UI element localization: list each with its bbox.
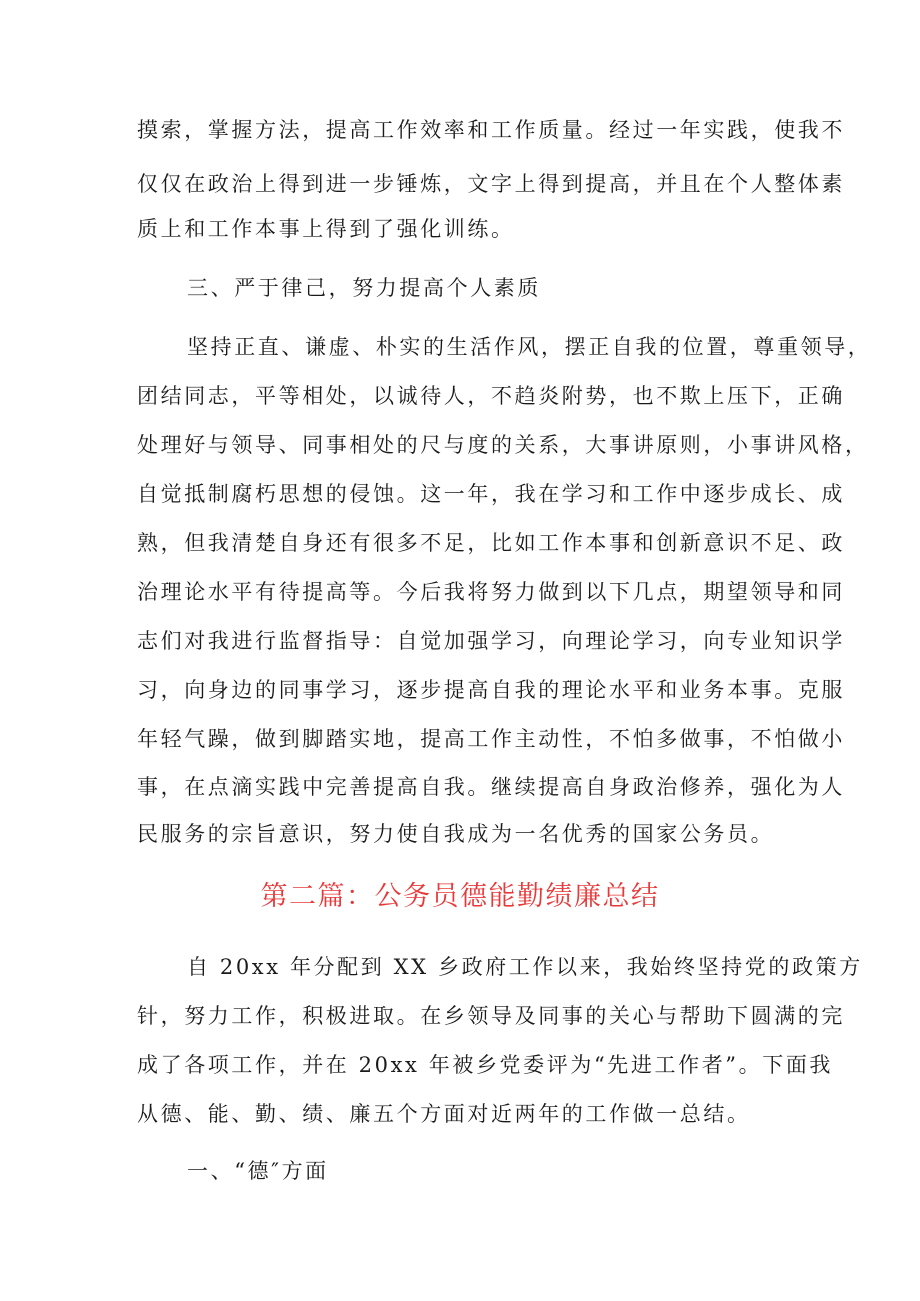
paragraph-line: 成了各项工作，并在 20xx 年被乡党委评为“先进工作者”。下面我 bbox=[137, 1053, 834, 1077]
paragraph-line: 事，在点滴实践中完善提高自我。继续提高自身政治修养，强化为人 bbox=[137, 775, 845, 799]
paragraph-line: 处理好与领导、同事相处的尺与度的关系，大事讲原则，小事讲风格， bbox=[137, 433, 869, 457]
paragraph-line: 民服务的宗旨意识，努力使自我成为一名优秀的国家公务员。 bbox=[137, 822, 775, 846]
paragraph-line: 从德、能、勤、绩、廉五个方面对近两年的工作做一总结。 bbox=[137, 1102, 751, 1126]
chapter-title: 第二篇：公务员德能勤绩廉总结 bbox=[260, 881, 660, 912]
paragraph-line: 仅仅在政治上得到进一步锤炼，文字上得到提高，并且在个人整体素 bbox=[137, 172, 845, 196]
paragraph-line: 团结同志，平等相处，以诚待人，不趋炎附势，也不欺上压下，正确 bbox=[137, 384, 845, 408]
paragraph-line: 年轻气躁，做到脚踏实地，提高工作主动性，不怕多做事，不怕做小 bbox=[137, 727, 845, 751]
paragraph-line: 摸索，掌握方法，提高工作效率和工作质量。经过一年实践，使我不 bbox=[137, 118, 845, 142]
paragraph-line: 习，向身边的同事学习，逐步提高自我的理论水平和业务本事。克服 bbox=[137, 678, 845, 702]
paragraph-line: 质上和工作本事上得到了强化训练。 bbox=[137, 217, 515, 241]
paragraph-line: 针，努力工作，积极进取。在乡领导及同事的关心与帮助下圆满的完 bbox=[137, 1004, 845, 1028]
subsection-heading: 一、“德″方面 bbox=[187, 1159, 329, 1183]
paragraph-line: 自觉抵制腐朽思想的侵蚀。这一年，我在学习和工作中逐步成长、成 bbox=[137, 482, 845, 506]
paragraph-line: 坚持正直、谦虚、朴实的生活作风，摆正自我的位置，尊重领导， bbox=[187, 335, 872, 359]
section-heading: 三、严于律己，努力提高个人素质 bbox=[187, 276, 541, 300]
paragraph-line: 自 20xx 年分配到 XX 乡政府工作以来，我始终坚持党的政策方 bbox=[187, 955, 863, 979]
paragraph-line: 治理论水平有待提高等。今后我将努力做到以下几点，期望领导和同 bbox=[137, 580, 845, 604]
paragraph-line: 志们对我进行监督指导：自觉加强学习，向理论学习，向专业知识学 bbox=[137, 629, 845, 653]
paragraph-line: 熟，但我清楚自身还有很多不足，比如工作本事和创新意识不足、政 bbox=[137, 531, 845, 555]
